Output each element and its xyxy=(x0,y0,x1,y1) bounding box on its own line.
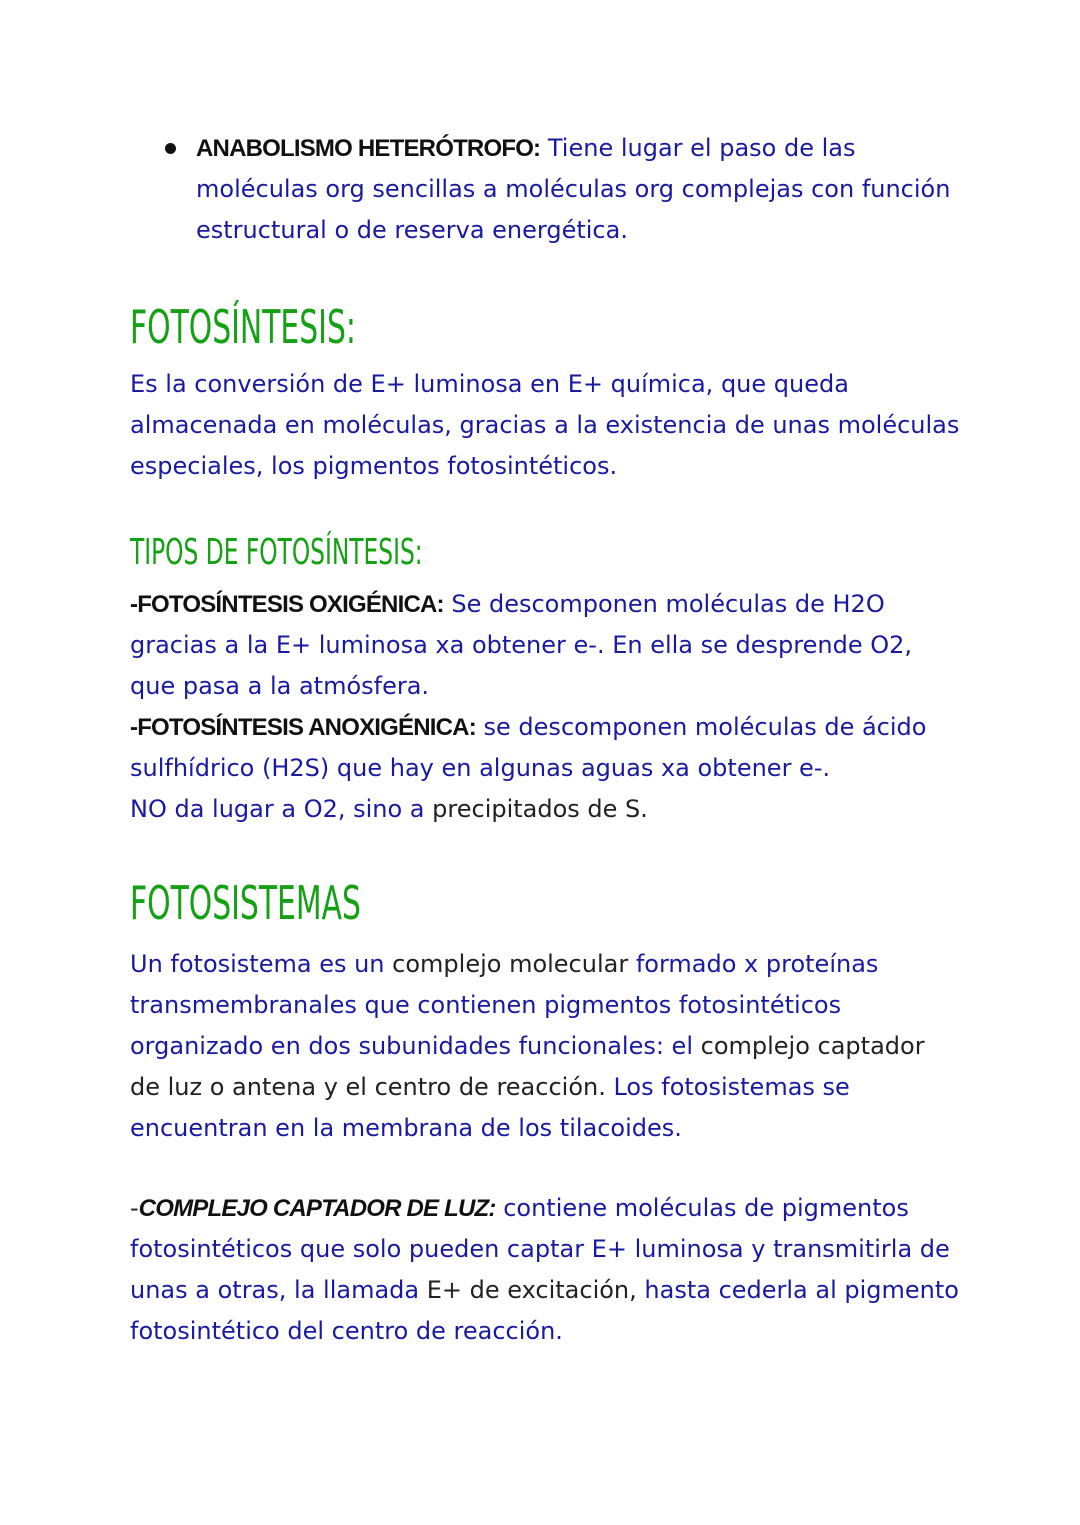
complejo-paragraph xyxy=(130,1188,960,1352)
fotosistemas-section xyxy=(130,944,960,1149)
anoxigenica-paragraph xyxy=(130,707,960,789)
fotosistemas-t4: complejo captador de luz o antena y el centro de reacción. xyxy=(130,1032,925,1101)
tipos-heading: TIPOS DE FOTOSÍNTESIS: xyxy=(130,532,423,573)
complejo-t3: hasta cederla al pigmento fotosintético del centro de reacción. xyxy=(130,1276,959,1345)
fotosistemas-paragraph xyxy=(130,944,960,1149)
fotosintesis-heading: FOTOSÍNTESIS: xyxy=(130,300,356,354)
anabolismo-paragraph xyxy=(196,128,956,251)
complejo-t1: contiene moléculas de pigmentos fotosintéticos que solo pueden captar E+ luminosa y transmitirla de unas a otras, la llamada xyxy=(130,1194,950,1304)
anoxigenica-label: -FOTOSÍNTESIS ANOXIGÉNICA: xyxy=(130,714,476,741)
oxigenica-text: Se descomponen moléculas de H2O gracias a la E+ luminosa xa obtener e-. En ella se desprende O2, que pasa a la atmósfera. xyxy=(130,590,913,700)
anoxigenica-line2-b: precipitados de S. xyxy=(432,795,648,823)
anoxigenica-text: se descomponen moléculas de ácido sulfhídrico (H2S) que hay en algunas aguas xa obtener e-. xyxy=(130,713,927,782)
anoxigenica-conclusion xyxy=(130,789,960,830)
anoxigenica-line2-a: NO da lugar a O2, sino a xyxy=(130,795,433,823)
fotosintesis-section xyxy=(130,364,960,487)
complejo-section xyxy=(130,1188,960,1352)
anabolismo-label: ANABOLISMO HETERÓTROFO: xyxy=(196,135,541,162)
fotosintesis-paragraph: Es la conversión de E+ luminosa en E+ química, que queda almacenada en moléculas, gracias a la existencia de unas moléculas especiales, los pigmentos fotosintéticos. xyxy=(130,370,960,480)
fotosistemas-t5: Los fotosistemas se encuentran en la membrana de los tilacoides. xyxy=(130,1073,850,1142)
bullet-dot-icon xyxy=(165,143,176,154)
anabolismo-text: Tiene lugar el paso de las moléculas org sencillas a moléculas org complejas con función estructural o de reserva energética. xyxy=(196,134,951,244)
fotosistemas-t1: Un fotosistema es un xyxy=(130,950,393,978)
tipos-section xyxy=(130,584,960,830)
complejo-label: COMPLEJO CAPTADOR DE LUZ: xyxy=(138,1195,496,1222)
complejo-dash: - xyxy=(130,1194,139,1222)
oxigenica-label: -FOTOSÍNTESIS OXIGÉNICA: xyxy=(130,591,444,618)
complejo-t2: E+ de excitación, xyxy=(426,1276,637,1304)
fotosistemas-heading: FOTOSISTEMAS xyxy=(130,876,361,930)
fotosistemas-t2: complejo molecular xyxy=(392,950,629,978)
oxigenica-paragraph xyxy=(130,584,960,707)
fotosistemas-t3: formado x proteínas transmembranales que contienen pigmentos fotosintéticos organizado en dos subunidades funcionales: el xyxy=(130,950,879,1060)
